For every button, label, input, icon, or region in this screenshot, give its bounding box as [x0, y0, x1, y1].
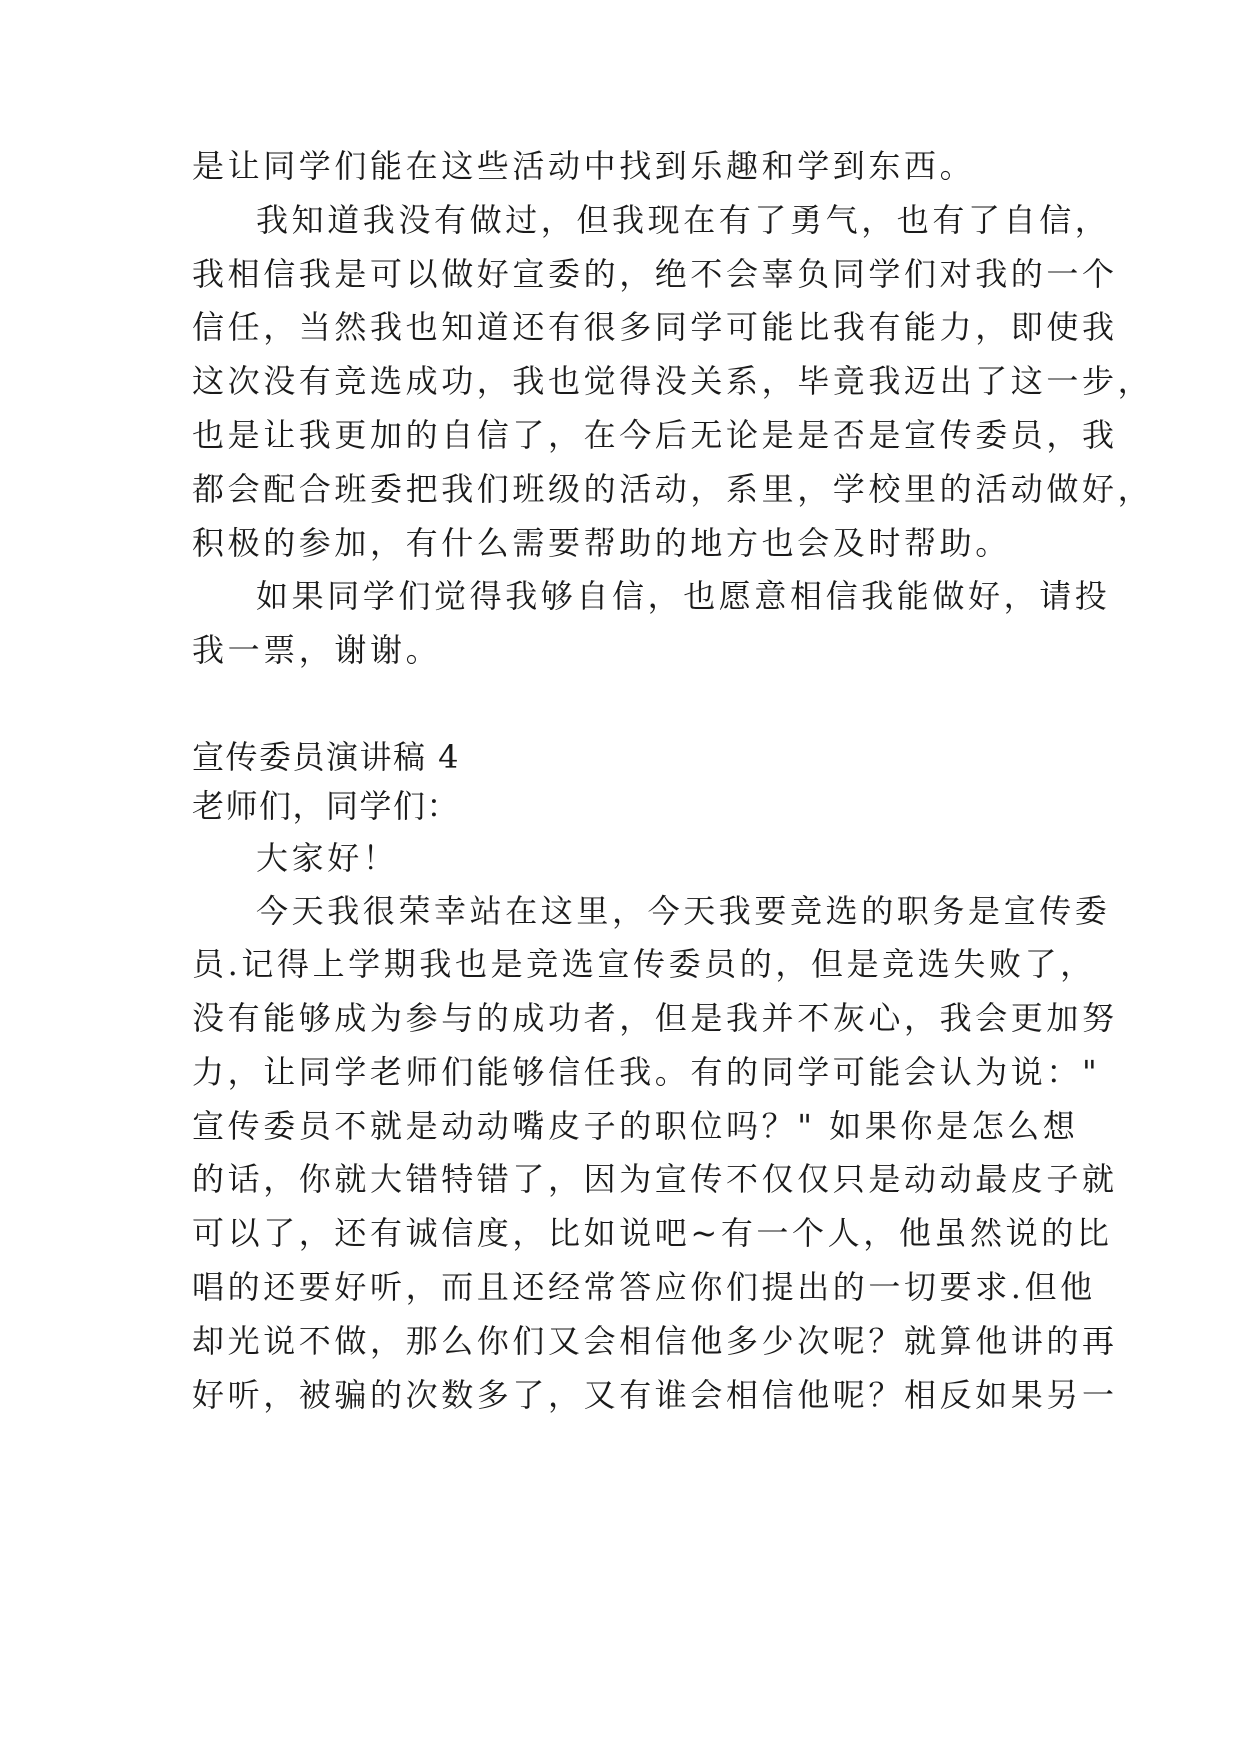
paragraph-line: 没有能够成为参与的成功者，但是我并不灰心，我会更加努	[192, 999, 1118, 1037]
section-heading: 宣传委员演讲稿 4	[192, 738, 461, 776]
paragraph-line: 这次没有竞选成功，我也觉得没关系，毕竟我迈出了这一步，	[192, 362, 1154, 400]
paragraph-line: 如果同学们觉得我够自信，也愿意相信我能做好，请投	[256, 577, 1111, 615]
greeting: 大家好！	[256, 839, 399, 877]
salutation: 老师们，同学们：	[192, 787, 461, 825]
paragraph-line: 积极的参加，有什么需要帮助的地方也会及时帮助。	[192, 524, 1011, 562]
paragraph-line: 都会配合班委把我们班级的活动，系里，学校里的活动做好，	[192, 470, 1154, 508]
paragraph-line: 可以了，还有诚信度，比如说吧~有一个人，他虽然说的比	[192, 1214, 1113, 1252]
paragraph-line: 唱的还要好听，而且还经常答应你们提出的一切要求.但他	[192, 1268, 1096, 1306]
paragraph-line: 今天我很荣幸站在这里，今天我要竞选的职务是宣传委	[256, 892, 1111, 930]
paragraph-line: 我一票，谢谢。	[192, 631, 442, 669]
paragraph-line: 我知道我没有做过，但我现在有了勇气，也有了自信，	[256, 201, 1111, 239]
paragraph-line: 我相信我是可以做好宣委的，绝不会辜负同学们对我的一个	[192, 255, 1118, 293]
paragraph-line: 好听，被骗的次数多了，又有谁会相信他呢？相反如果另一	[192, 1376, 1118, 1414]
paragraph-line: 力，让同学老师们能够信任我。有的同学可能会认为说："	[192, 1053, 1101, 1091]
paragraph-line: 的话，你就大错特错了，因为宣传不仅仅只是动动最皮子就	[192, 1160, 1118, 1198]
paragraph-line: 却光说不做，那么你们又会相信他多少次呢？就算他讲的再	[192, 1322, 1118, 1360]
paragraph-line: 也是让我更加的自信了，在今后无论是是否是宣传委员，我	[192, 416, 1118, 454]
paragraph-line: 是让同学们能在这些活动中找到乐趣和学到东西。	[192, 147, 976, 185]
paragraph-line: 信任，当然我也知道还有很多同学可能比我有能力，即使我	[192, 308, 1118, 346]
paragraph-line: 员.记得上学期我也是竞选宣传委员的，但是竞选失败了，	[192, 945, 1096, 983]
paragraph-line: 宣传委员不就是动动嘴皮子的职位吗？" 如果你是怎么想	[192, 1107, 1079, 1145]
